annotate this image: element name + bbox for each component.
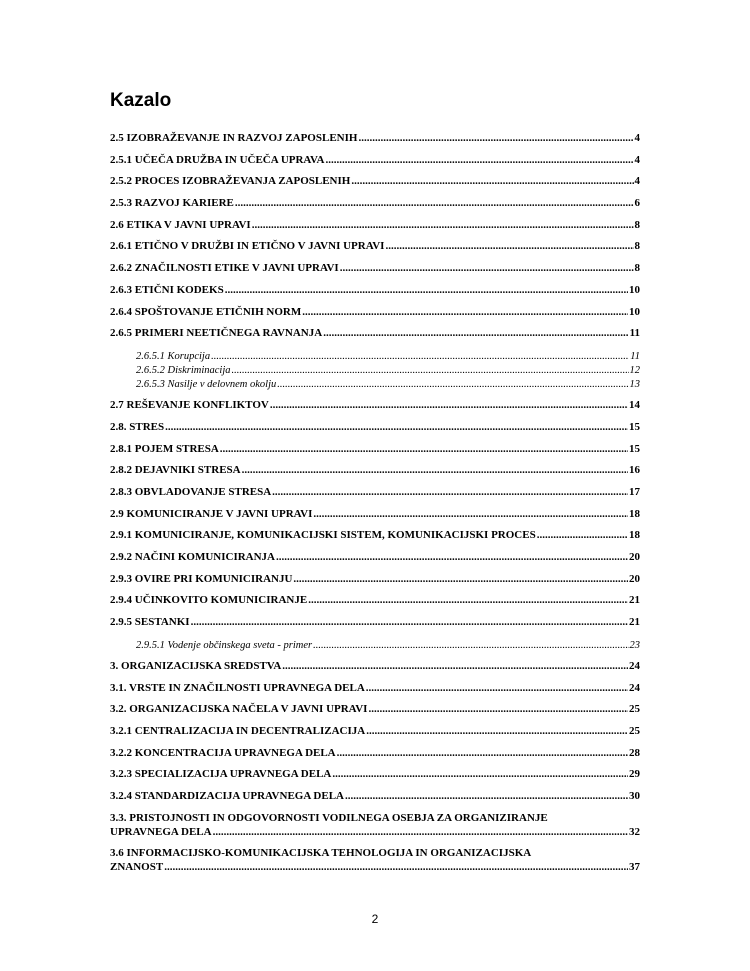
toc-entry-title: 3.2. ORGANIZACIJSKA NAČELA V JAVNI UPRAVI [110,703,368,716]
toc-entry-title-line2: UPRAVNEGA DELA [110,825,212,838]
toc-entry-page: 13 [629,379,640,391]
toc-entry-title: 2.9 KOMUNICIRANJE V JAVNI UPRAVI [110,507,313,520]
toc-entry[interactable] [110,550,640,572]
toc-entry-title: 2.9.1 KOMUNICIRANJE, KOMUNIKACIJSKI SISTEM, KOMUNIKACIJSKI PROCES [110,529,536,542]
toc-entry-title: 2.5 IZOBRAŽEVANJE IN RAZVOJ ZAPOSLENIH [110,132,358,144]
toc-entry-title: 2.6.5.3 Nasilje v delovnem okolju [136,379,277,391]
toc-entry[interactable] [110,305,640,327]
toc-entry-title: 2.9.3 OVIRE PRI KOMUNICIRANJU [110,572,293,585]
toc-leader [313,507,628,521]
toc-leader [277,378,628,391]
toc-entry[interactable] [110,239,640,261]
toc-entry-page: 4 [634,175,640,188]
toc-entry-page: 30 [629,789,640,802]
toc-entry-title: 3. ORGANIZACIJSKA SREDSTVA [110,659,282,672]
toc-entry[interactable] [110,507,640,529]
toc-entry-page: 18 [629,507,640,520]
toc-entry[interactable] [110,681,640,703]
toc-entry-title: 2.8.2 DEJAVNIKI STRESA [110,464,241,477]
toc-entry[interactable] [110,485,640,507]
toc-entry-title: 2.5.3 RAZVOJ KARIERE [110,197,234,210]
toc-entry-page: 20 [629,572,640,585]
toc-leader [313,639,628,652]
toc-leader [211,350,629,363]
toc-entry-title: 2.6 ETIKA V JAVNI UPRAVI [110,218,251,231]
toc-entry-title: 2.6.2 ZNAČILNOSTI ETIKE V JAVNI UPRAVI [110,262,339,275]
toc-entry-page: 37 [629,860,640,873]
toc-entry-title: 2.8. STRES [110,420,165,433]
toc-entry-page: 23 [629,639,640,651]
toc-entry-page: 20 [629,551,640,564]
toc-leader [213,825,628,839]
toc-entry-title: 2.9.4 UČINKOVITO KOMUNICIRANJE [110,594,308,607]
toc-entry-title: 2.8.1 POJEM STRESA [110,442,219,455]
toc-entry-page: 12 [629,365,640,377]
toc-entry-page: 4 [634,153,640,166]
toc-entry-page: 21 [629,594,640,607]
toc-leader [235,196,634,210]
toc-entry-page: 24 [629,681,640,694]
toc-entry-title: 2.9.2 NAČINI KOMUNICIRANJA [110,551,275,564]
toc-entry[interactable] [110,463,640,485]
toc-entry-title: 2.8.3 OBVLADOVANJE STRESA [110,486,272,498]
page-number: 2 [371,912,379,926]
toc-leader [308,593,628,607]
toc-entry-page: 10 [629,283,640,296]
toc-leader [276,550,628,564]
toc-entry-title: 2.6.5.1 Korupcija [136,350,211,362]
toc-entry[interactable] [110,659,640,681]
toc-entry[interactable] [110,196,640,218]
toc-entry[interactable] [110,846,640,881]
toc-entry-page: 15 [629,420,640,433]
toc-entry-page: 8 [634,240,640,253]
toc-entry-page: 17 [629,486,640,498]
toc-entry[interactable] [110,767,640,789]
toc-leader [191,615,628,629]
toc-entry-page: 21 [629,616,640,629]
toc-entry-page: 8 [634,262,640,275]
toc-leader [345,789,628,803]
toc-entry[interactable] [110,131,640,153]
toc-subentry[interactable] [110,350,640,364]
toc-entry-page: 25 [629,724,640,737]
toc-entry-title: 2.9.5.1 Vodenje občinskega sveta - primer [136,639,313,651]
toc-entry-page: 16 [629,464,640,477]
toc-entry-page: 6 [634,197,640,210]
toc-leader [368,702,628,716]
toc-leader [252,218,634,232]
toc-entry-title: 3.2.1 CENTRALIZACIJA IN DECENTRALIZACIJA [110,724,366,737]
toc-entry[interactable] [110,593,640,615]
toc-entry-page: 10 [629,305,640,318]
toc-entry-page: 25 [629,703,640,716]
toc-leader [220,442,628,456]
toc-leader [366,724,628,738]
toc-subentry[interactable] [110,639,640,659]
toc-entry-title: 2.6.3 ETIČNI KODEKS [110,283,224,296]
toc-subentry[interactable] [110,378,640,398]
toc-leader [164,860,628,874]
toc-entry-page: 8 [634,218,640,231]
toc-entry[interactable] [110,615,640,637]
toc-leader [366,681,628,695]
toc-entry[interactable] [110,572,640,594]
toc-entry[interactable] [110,746,640,768]
toc-entry-title: 3.2.3 SPECIALIZACIJA UPRAVNEGA DELA [110,768,332,781]
toc-leader [232,364,629,377]
toc-entry-title: 3.2.2 KONCENTRACIJA UPRAVNEGA DELA [110,746,336,759]
toc-entry-title: 2.5.1 UČEČA DRUŽBA IN UČEČA UPRAVA [110,153,325,166]
toc-entry[interactable] [110,326,640,348]
toc-entry-title: 2.6.4 SPOŠTOVANJE ETIČNIH NORM [110,305,302,318]
toc-leader [293,572,628,586]
toc-entry-page: 11 [630,350,640,362]
toc-entry-title: 3.1. VRSTE IN ZNAČILNOSTI UPRAVNEGA DELA [110,681,365,694]
toc-subentry[interactable] [110,364,640,378]
toc-entry[interactable] [110,420,640,442]
toc-entry-title: 2.6.5.2 Diskriminacija [136,365,231,377]
toc-entry-title: 2.5.2 PROCES IZOBRAŽEVANJA ZAPOSLENIH [110,175,351,188]
toc-entry[interactable] [110,702,640,724]
toc-leader [358,131,633,145]
toc-entry[interactable] [110,283,640,305]
toc-leader [323,326,628,340]
toc-entry[interactable] [110,811,640,846]
toc-entry[interactable] [110,724,640,746]
toc-entry-page: 32 [629,825,640,838]
toc-entry-page: 14 [629,399,640,412]
toc-entry-title-line2: ZNANOST [110,860,164,873]
toc-leader [282,659,628,673]
toc-entry-page: 11 [629,327,640,340]
toc-leader [332,767,628,781]
toc-leader [351,174,633,188]
toc-leader [270,398,628,412]
toc-entry-page: 24 [629,659,640,672]
toc-entry-title-line1: 3.6 INFORMACIJSKO-KOMUNIKACIJSKA TEHNOLOGIJA IN ORGANIZACIJSKA [110,846,532,859]
toc-entry-page: 4 [634,132,640,144]
toc-entry-page: 18 [629,529,640,542]
toc-entry[interactable] [110,261,640,283]
toc-leader [225,283,628,297]
toc-entry-title: 2.6.1 ETIČNO V DRUŽBI IN ETIČNO V JAVNI UPRAVI [110,240,385,253]
toc-entry[interactable] [110,153,640,175]
toc-entry[interactable] [110,398,640,420]
toc-entry-title-line1: 3.3. PRISTOJNOSTI IN ODGOVORNOSTI VODILNEGA OSEBJA ZA ORGANIZIRANJE [110,811,548,824]
toc-entry[interactable] [110,789,640,811]
toc-entry[interactable] [110,174,640,196]
toc-entry-title: 2.7 REŠEVANJE KONFLIKTOV [110,399,269,412]
toc-entry[interactable] [110,218,640,240]
toc-entry[interactable] [110,528,640,550]
toc-leader [165,420,628,434]
toc-entry-page: 15 [629,442,640,455]
toc-leader [272,485,628,499]
toc-entry-page: 29 [629,768,640,781]
toc-leader [537,528,628,542]
toc-leader [325,153,633,167]
toc-entry-page: 28 [629,746,640,759]
toc-leader [242,463,628,477]
table-of-contents [110,131,640,881]
toc-entry-title: 2.6.5 PRIMERI NEETIČNEGA RAVNANJA [110,327,323,340]
toc-entry-title: 3.2.4 STANDARDIZACIJA UPRAVNEGA DELA [110,789,344,802]
toc-leader [302,305,628,319]
page-title: Kazalo [110,90,172,111]
toc-entry-title: 2.9.5 SESTANKI [110,616,190,629]
toc-leader [385,239,633,253]
toc-leader [337,746,628,760]
toc-leader [340,261,634,275]
toc-entry[interactable] [110,442,640,464]
